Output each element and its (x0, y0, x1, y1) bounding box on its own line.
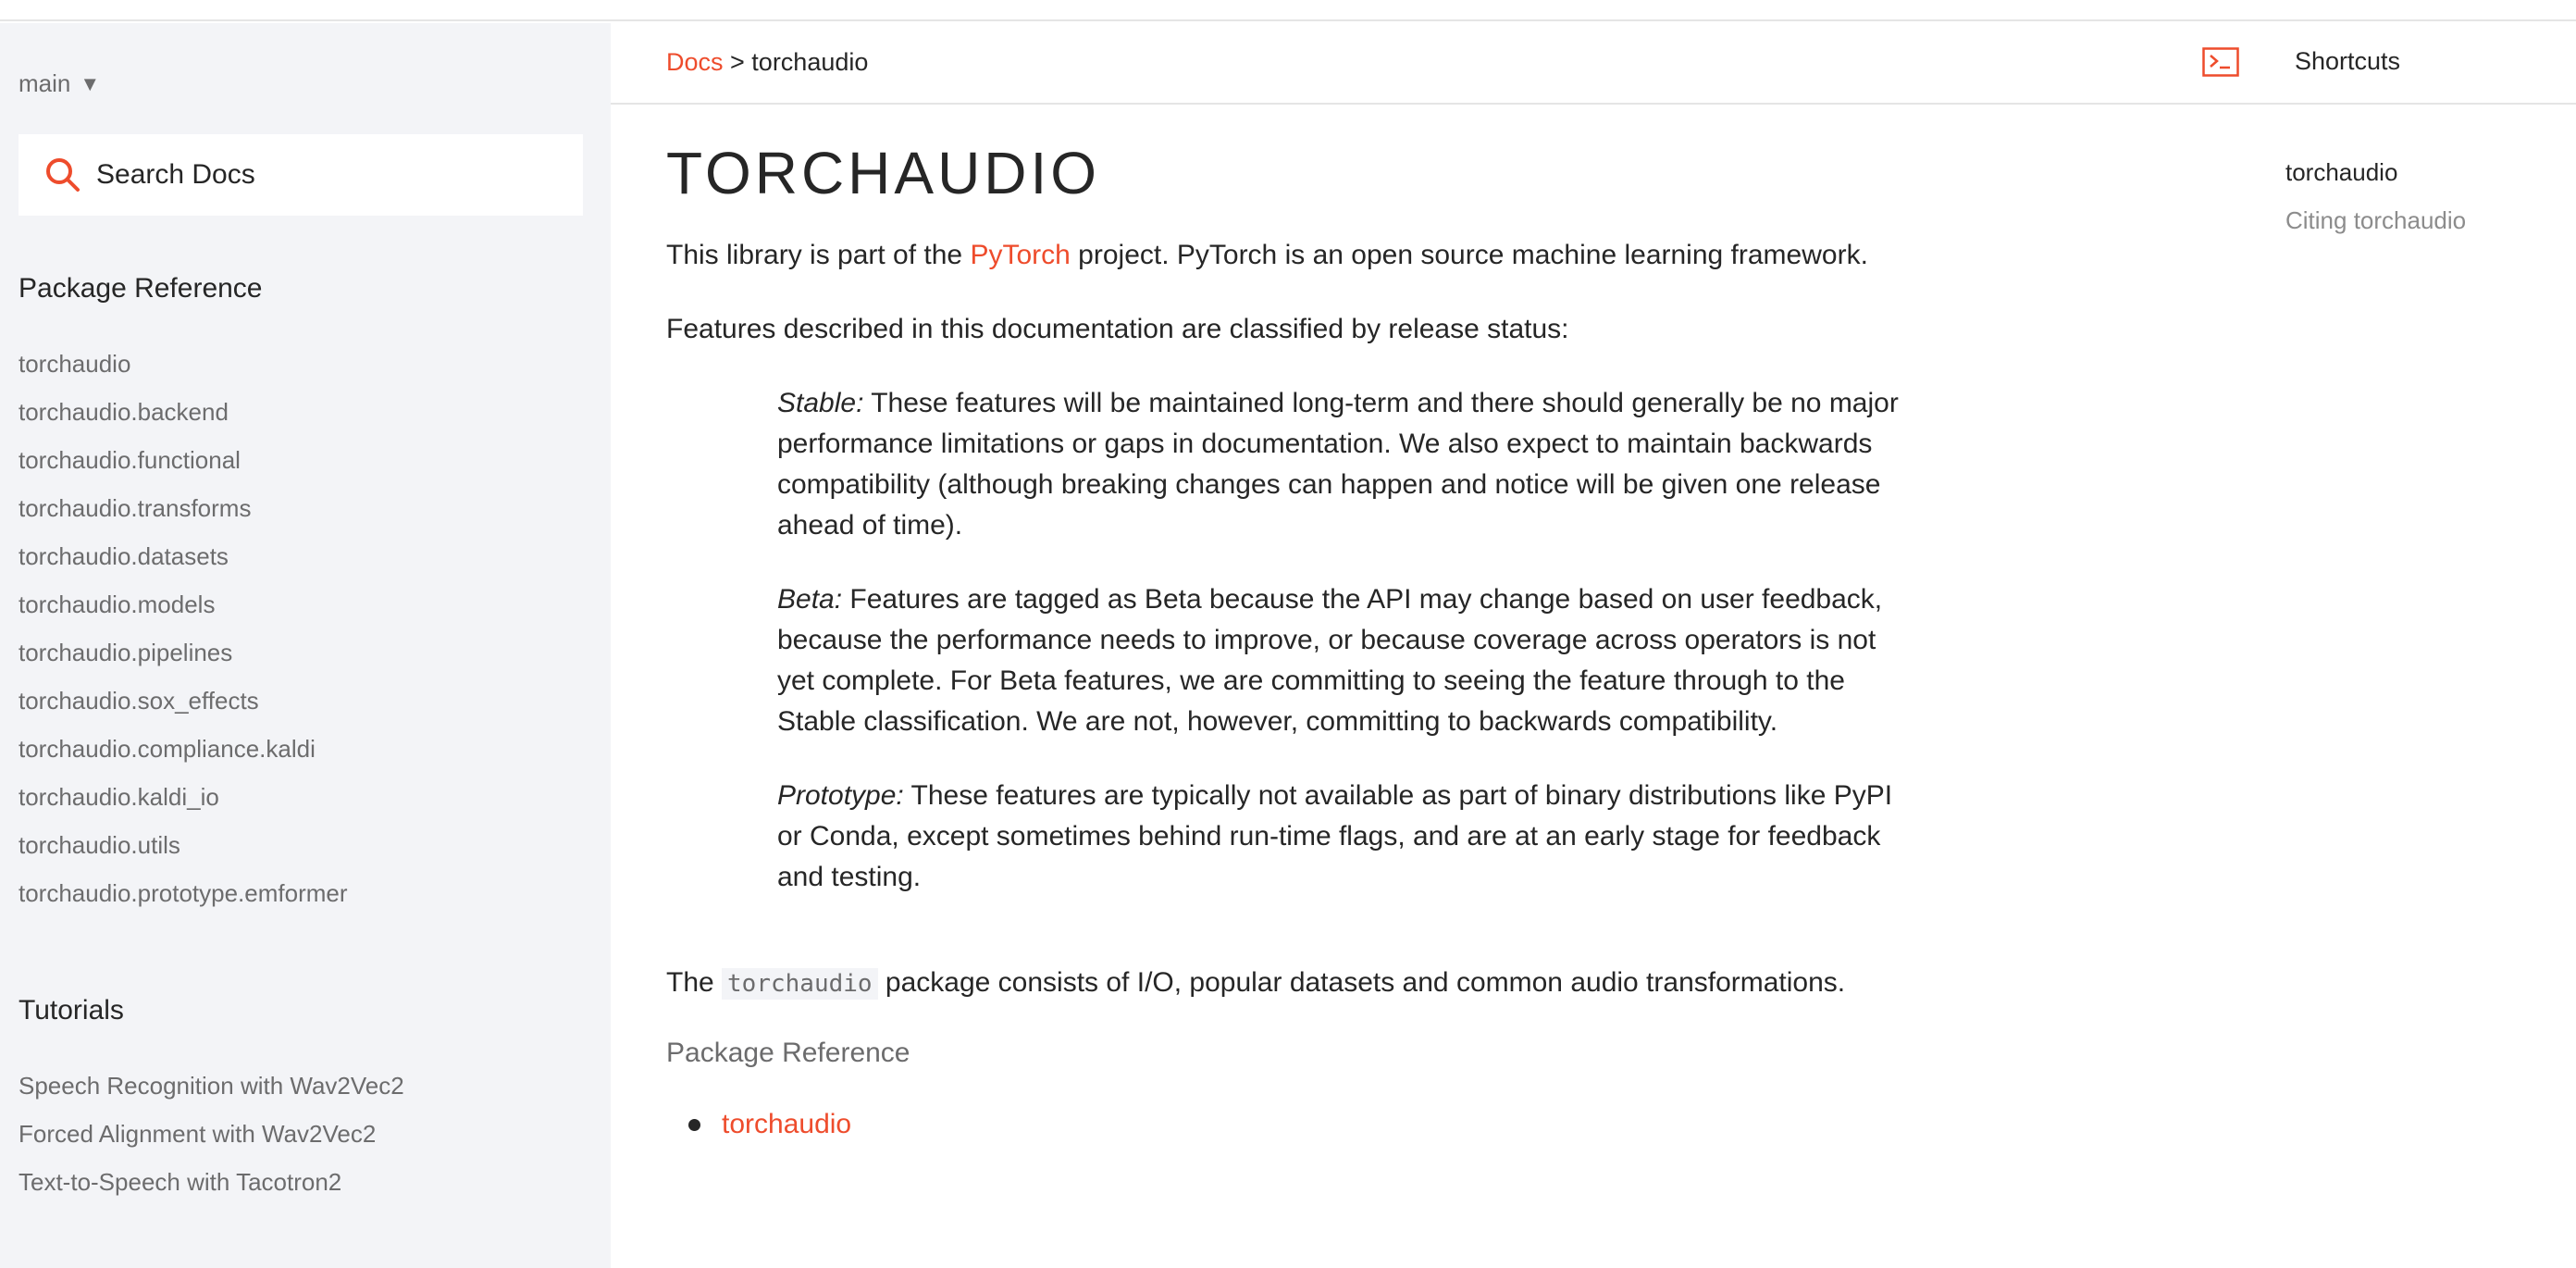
sidebar-item-forced-alignment[interactable]: Forced Alignment with Wav2Vec2 (19, 1120, 377, 1148)
tutorials-heading: Tutorials (19, 995, 124, 1026)
sidebar-item-utils[interactable]: torchaudio.utils (19, 831, 180, 859)
stable-text: These features will be maintained long-term and there should generally be no major performance limitations or gaps in documentation. We also expect to maintain backwards compatibility (although breaking changes can happen and notice will be given one release ahead of time). (777, 388, 1899, 541)
sidebar-item-kaldi-io[interactable]: torchaudio.kaldi_io (19, 783, 219, 811)
breadcrumb (666, 48, 868, 77)
breadcrumb-docs-link[interactable]: Docs (666, 48, 724, 76)
version-label[interactable]: main (19, 69, 71, 97)
package-nav-list (19, 347, 348, 925)
package-bullet-list (688, 1104, 1869, 1145)
search-box[interactable] (19, 134, 583, 216)
stable-paragraph (777, 383, 1915, 546)
inline-code: torchaudio (722, 968, 878, 1000)
sidebar-item-compliance-kaldi[interactable]: torchaudio.compliance.kaldi (19, 735, 316, 763)
sidebar-item-sox-effects[interactable]: torchaudio.sox_effects (19, 687, 259, 715)
tutorials-nav-list (19, 1069, 404, 1213)
prototype-paragraph (777, 776, 1915, 898)
version-selector[interactable] (19, 69, 100, 98)
breadcrumb-separator: > (723, 48, 752, 76)
pytorch-link[interactable]: PyTorch (970, 240, 1071, 270)
release-status-blockquote (777, 383, 1915, 898)
sidebar-item-datasets[interactable]: torchaudio.datasets (19, 542, 229, 570)
breadcrumb-current: torchaudio (751, 48, 869, 76)
package-description (666, 963, 1869, 1004)
stable-label: Stable: (777, 388, 864, 418)
sidebar-item-text-to-speech[interactable]: Text-to-Speech with Tacotron2 (19, 1168, 342, 1196)
sidebar-item-pipelines[interactable]: torchaudio.pipelines (19, 639, 233, 666)
package-bullet-link[interactable]: torchaudio (688, 1104, 1869, 1145)
terminal-icon[interactable] (2202, 47, 2239, 77)
beta-text: Features are tagged as Beta because the API may change based on user feedback, because the performance needs to improve, or because coverage across operators is not yet complete. For Beta features, we are committing to seeing the feature through to the Stable classification. We are not, however, committing to backwards compatibility. (777, 584, 1883, 737)
table-of-contents (2285, 148, 2466, 244)
sidebar-item-speech-recognition[interactable]: Speech Recognition with Wav2Vec2 (19, 1072, 404, 1100)
sidebar-item-prototype-emformer[interactable]: torchaudio.prototype.emformer (19, 879, 348, 907)
main-content (666, 139, 1899, 1145)
beta-label: Beta: (777, 584, 843, 615)
package-reference-subheading: Package Reference (666, 1038, 910, 1068)
intro-paragraph (666, 235, 1869, 276)
toc-item-torchaudio[interactable]: torchaudio (2285, 158, 2398, 186)
sidebar (0, 23, 611, 1268)
top-border (0, 0, 2576, 21)
prototype-label: Prototype: (777, 780, 904, 811)
main-header (611, 23, 2576, 105)
intro-suffix: project. PyTorch is an open source machine learning framework. (1070, 240, 1868, 270)
beta-paragraph (777, 579, 1915, 742)
toc-item-citing[interactable]: Citing torchaudio (2285, 206, 2467, 234)
sidebar-item-models[interactable]: torchaudio.models (19, 590, 216, 618)
intro-prefix: This library is part of the (666, 240, 971, 270)
release-status-paragraph: Features described in this documentation are classified by release status: (666, 314, 1569, 344)
package-suffix: package consists of I/O, popular datasets and common audio transformations. (877, 967, 1846, 998)
sidebar-item-functional[interactable]: torchaudio.functional (19, 446, 241, 474)
sidebar-item-transforms[interactable]: torchaudio.transforms (19, 494, 252, 522)
package-reference-heading: Package Reference (19, 273, 263, 304)
sidebar-item-torchaudio[interactable]: torchaudio (19, 350, 131, 378)
package-prefix: The (666, 967, 723, 998)
search-input[interactable] (96, 159, 559, 191)
caret-down-icon[interactable]: ▼ (80, 71, 101, 95)
sidebar-item-backend[interactable]: torchaudio.backend (19, 398, 229, 426)
shortcuts-link[interactable]: Shortcuts (2295, 47, 2401, 75)
prototype-text: These features are typically not available as part of binary distributions like PyPI or Conda, except sometimes behind run-time flags, and are at an early stage for feedback and testing. (777, 780, 1893, 892)
page-title: TORCHAUDIO (666, 140, 1101, 206)
search-icon[interactable] (43, 155, 83, 195)
